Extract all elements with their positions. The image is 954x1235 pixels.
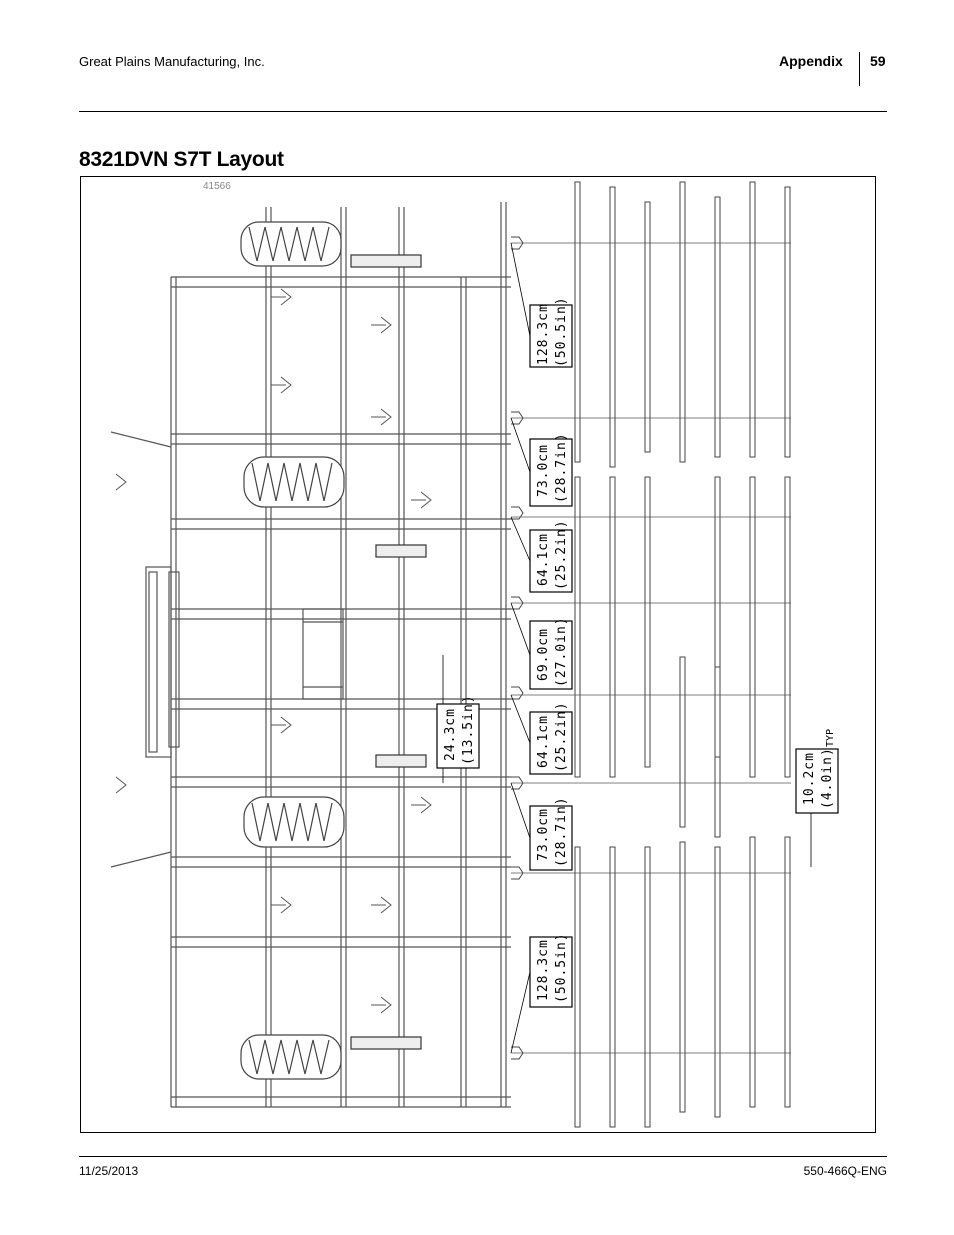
page-number: 59 [870,53,886,69]
dim-6-metric: 73.0cm [536,808,551,861]
dim-2-imperial: (28.7in) [554,432,569,503]
dim-5-imperial: (25.2in) [554,701,569,772]
dim-1-imperial: (50.5in) [554,296,569,367]
dim-7-imperial: (50.5in) [554,932,569,1003]
wheel-1 [241,222,341,266]
frame-structure [111,202,511,1107]
offset-dim-imperial: (13.5in) [461,694,476,765]
wheel-4 [241,1035,341,1079]
wheel-2 [244,457,344,507]
disc-gangs [511,237,523,1059]
section-label: Appendix [779,53,843,69]
dim-7-metric: 128.3cm [536,939,551,1001]
dim-1-metric: 128.3cm [536,303,551,365]
shank-assemblies [116,289,431,1013]
dim-4-imperial: (27.0in) [554,616,569,687]
figure-id: 41566 [203,181,231,192]
offset-dim-metric: 24.3cm [443,708,458,761]
typ-note: TYP [825,728,836,747]
company-name: Great Plains Manufacturing, Inc. [79,54,265,69]
header-rule [79,111,887,112]
wheel-3 [244,797,344,847]
spacing-dim-metric: 10.2cm [802,752,817,805]
harrow-bars [575,182,790,1127]
dim-3-metric: 64.1cm [536,533,551,586]
dimension-labels [443,296,836,1003]
footer-date: 11/25/2013 [79,1164,139,1178]
spacing-dim-imperial: (4.0in) [820,747,835,809]
dim-2-metric: 73.0cm [536,444,551,497]
layout-drawing [81,177,875,1132]
wheels [241,222,344,1079]
page-title: 8321DVN S7T Layout [79,148,284,171]
dimension-boxes [437,305,838,1007]
dim-4-metric: 69.0cm [536,628,551,681]
footer-rule [79,1156,887,1157]
footer-doc-number: 550-466Q-ENG [803,1164,887,1178]
dimension-leaders [443,243,811,1053]
hydraulic-cylinders [351,255,426,1049]
dim-5-metric: 64.1cm [536,715,551,768]
dim-6-imperial: (28.7in) [554,796,569,867]
header-divider [859,52,860,86]
dim-3-imperial: (25.2in) [554,519,569,590]
